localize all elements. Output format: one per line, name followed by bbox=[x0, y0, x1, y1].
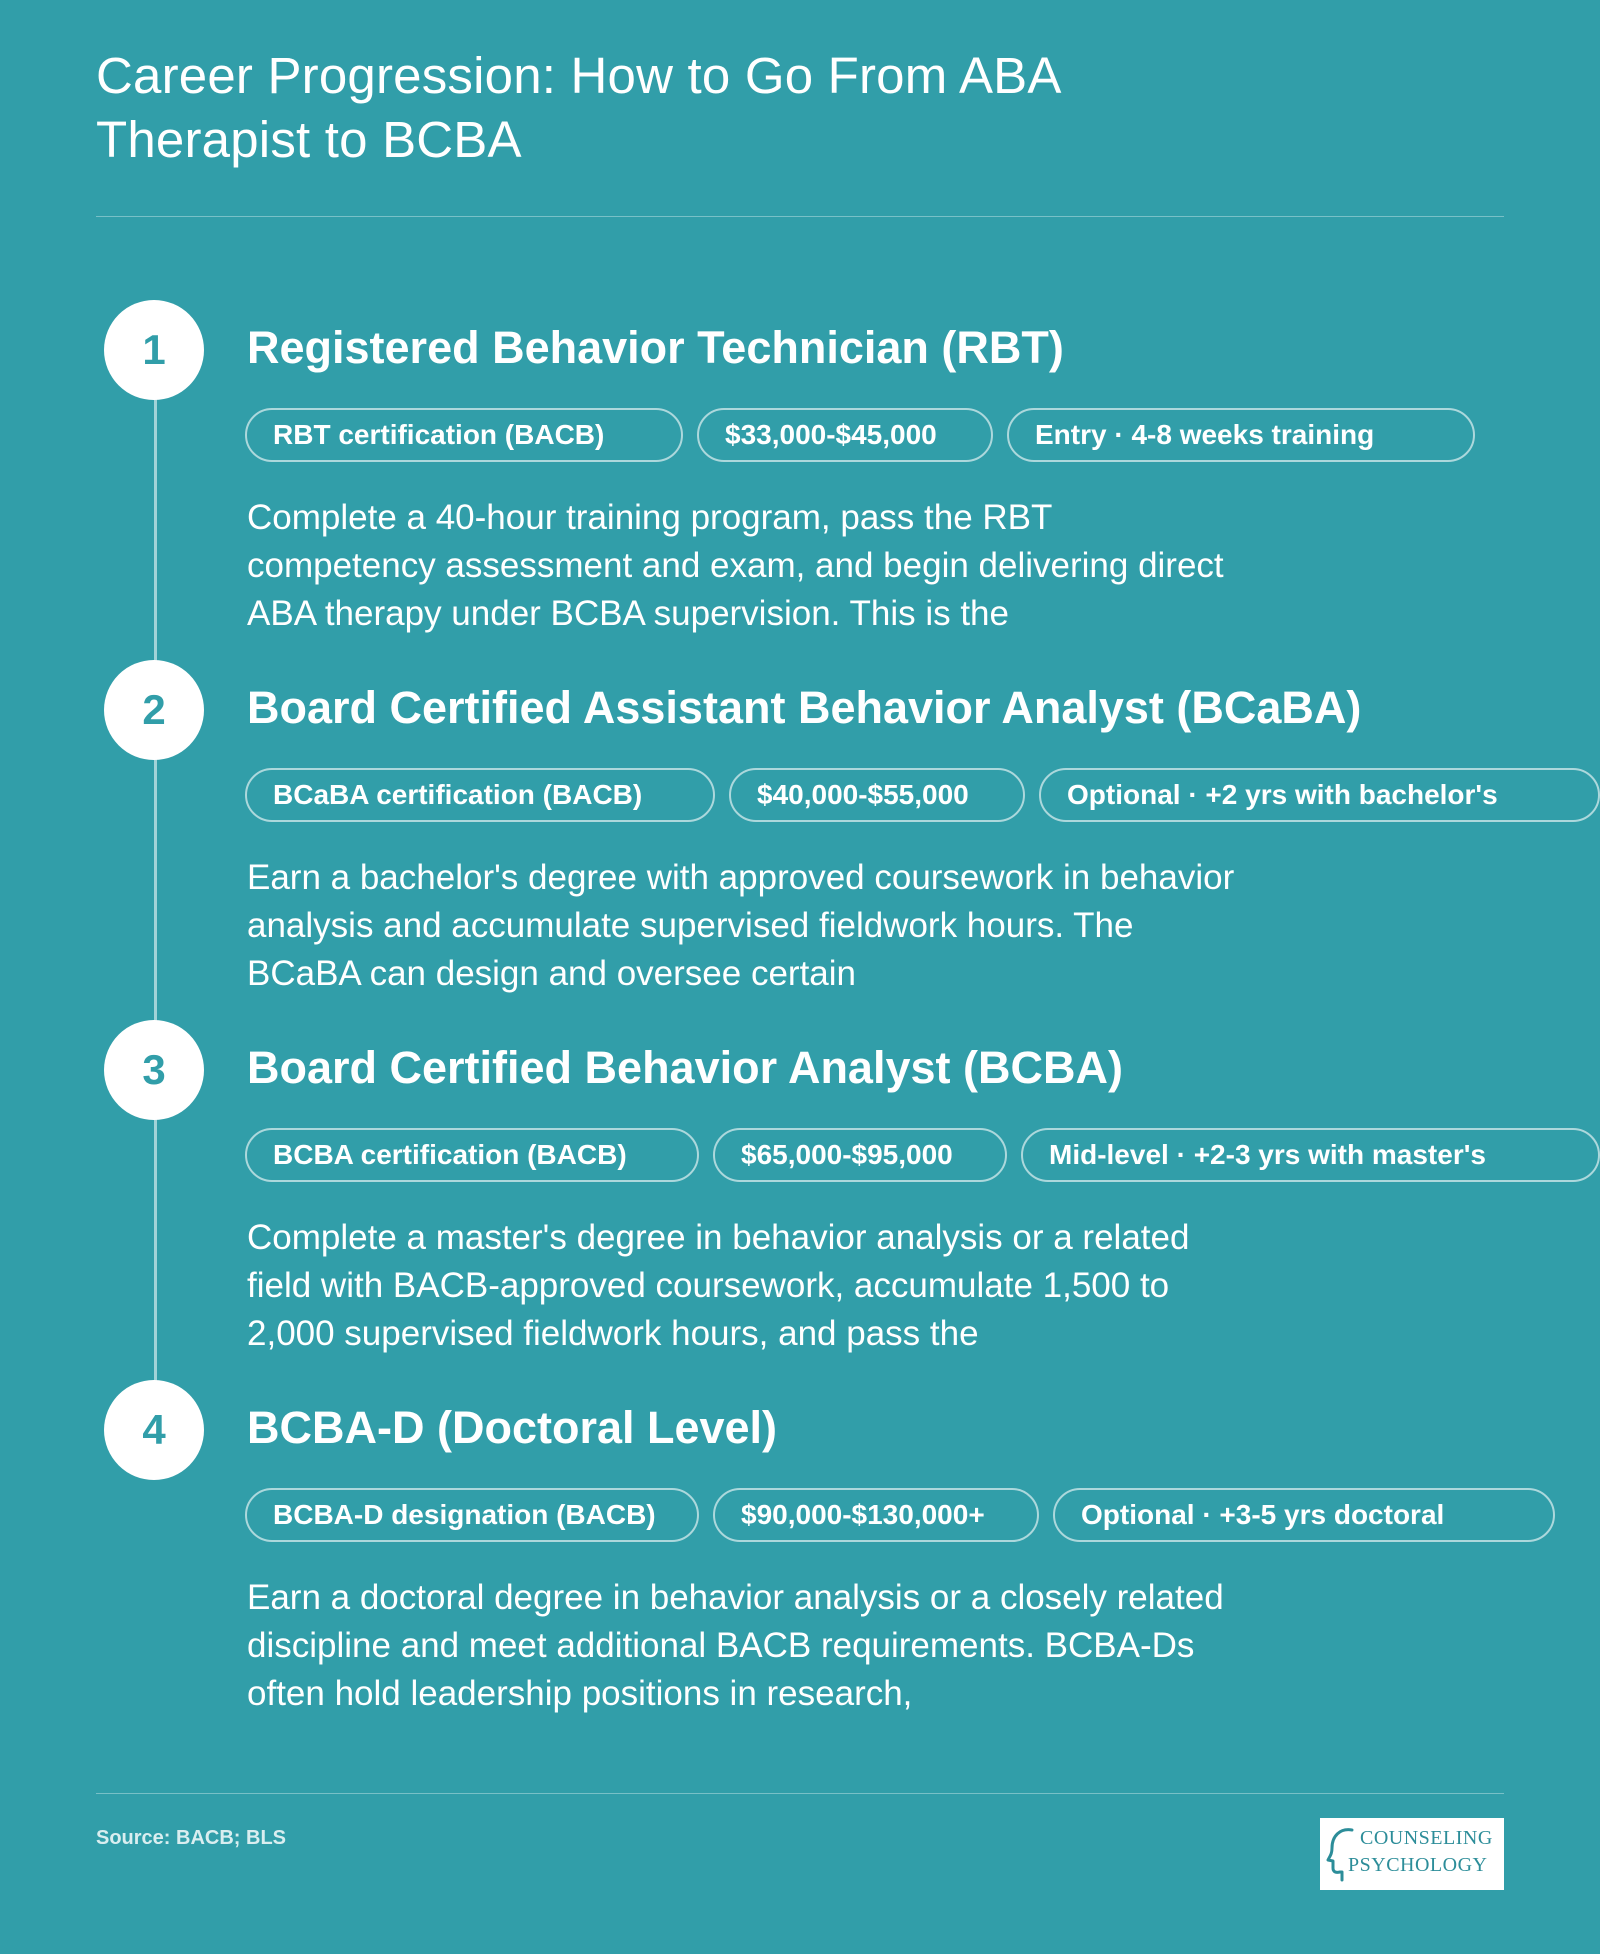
step-title: Board Certified Assistant Behavior Analyst (BCaBA) bbox=[247, 682, 1362, 733]
step-number-badge: 4 bbox=[104, 1380, 204, 1480]
salary-tag: $65,000-$95,000 bbox=[713, 1128, 1007, 1182]
salary-tag: $33,000-$45,000 bbox=[697, 408, 993, 462]
credential-tag: BCBA certification (BACB) bbox=[245, 1128, 699, 1182]
source-note: Source: BACB; BLS bbox=[96, 1827, 287, 1849]
level-tag: Entry · 4-8 weeks training bbox=[1007, 408, 1475, 462]
level-tag: Mid-level · +2-3 yrs with master's bbox=[1021, 1128, 1600, 1182]
logo-line-1: COUNSELING bbox=[1360, 1827, 1493, 1849]
credential-tag: RBT certification (BACB) bbox=[245, 408, 683, 462]
step-description: Complete a 40-hour training program, pass the RBT competency assessment and exam, and begin delivering direct ABA therapy under BCBA supervision. This is the bbox=[247, 498, 1224, 633]
title-line-1: Career Progression: How to Go From ABA bbox=[96, 47, 1062, 104]
bottom-divider bbox=[96, 1793, 1504, 1794]
credential-tag: BCBA-D designation (BACB) bbox=[245, 1488, 699, 1542]
step-title: BCBA-D (Doctoral Level) bbox=[247, 1402, 778, 1453]
page-title bbox=[96, 44, 1296, 172]
credential-tag: BCaBA certification (BACB) bbox=[245, 768, 715, 822]
step-title: Registered Behavior Technician (RBT) bbox=[247, 322, 1064, 373]
level-tag: Optional · +3-5 yrs doctoral bbox=[1053, 1488, 1555, 1542]
salary-tag: $40,000-$55,000 bbox=[729, 768, 1025, 822]
step-number-badge: 3 bbox=[104, 1020, 204, 1120]
title-line-2: Therapist to BCBA bbox=[96, 111, 522, 168]
step-description: Complete a master's degree in behavior analysis or a related field with BACB-approved coursework, accumulate 1,500 to 2,000 supervised fieldwork hours, and pass the bbox=[247, 1218, 1190, 1353]
step-title: Board Certified Behavior Analyst (BCBA) bbox=[247, 1042, 1123, 1093]
step-description: Earn a bachelor's degree with approved coursework in behavior analysis and accumulate supervised fieldwork hours. The BCaBA can design and oversee certain bbox=[247, 858, 1235, 993]
level-tag: Optional · +2 yrs with bachelor's bbox=[1039, 768, 1600, 822]
logo-line-2: PSYCHOLOGY bbox=[1348, 1854, 1488, 1876]
top-divider bbox=[96, 216, 1504, 217]
timeline-connector bbox=[154, 350, 157, 1400]
salary-tag: $90,000-$130,000+ bbox=[713, 1488, 1039, 1542]
step-description: Earn a doctoral degree in behavior analysis or a closely related discipline and meet additional BACB requirements. BCBA-Ds often hold leadership positions in research, bbox=[247, 1578, 1224, 1713]
step-number-badge: 1 bbox=[104, 300, 204, 400]
step-number-badge: 2 bbox=[104, 660, 204, 760]
counseling-psychology-logo bbox=[1320, 1818, 1504, 1890]
